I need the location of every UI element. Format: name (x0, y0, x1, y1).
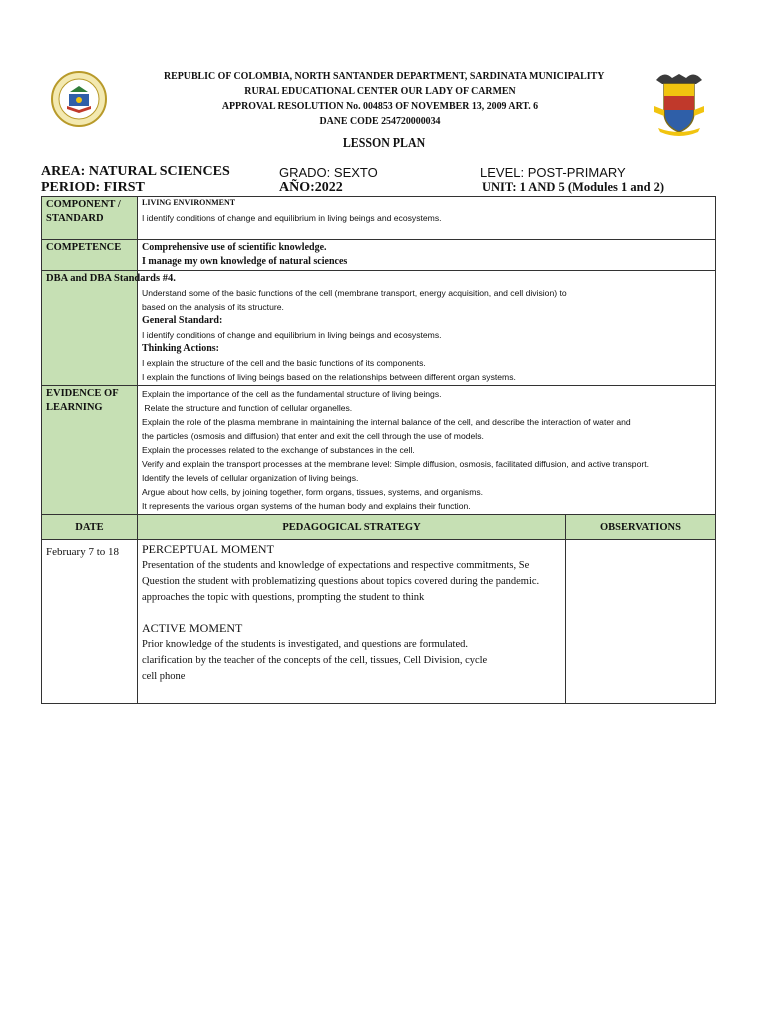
date-column-header: DATE (42, 515, 138, 540)
evidence-line-7: Identify the levels of cellular organization of living beings. (142, 473, 359, 483)
grade-label: GRADO: SEXTO (279, 165, 378, 180)
institution-header (164, 69, 605, 129)
thinking-action-2: I explain the functions of living beings based on the relationships between different organ systems. (142, 372, 516, 382)
component-label-cell (42, 197, 138, 240)
evidence-row (42, 386, 716, 515)
component-text: I identify conditions of change and equilibrium in living beings and ecosystems. (142, 213, 442, 223)
level-label: LEVEL: POST-PRIMARY (480, 165, 626, 180)
observations-column-header: OBSERVATIONS (566, 515, 716, 540)
header-line-school: RURAL EDUCATIONAL CENTER OUR LADY OF CARMEN (244, 85, 516, 97)
evidence-line-3: Explain the role of the plasma membrane in maintaining the internal balance of the cell, and describe the interaction of water and (142, 417, 631, 427)
perceptual-moment-title: PERCEPTUAL MOMENT (142, 542, 274, 556)
dba-line-2: based on the analysis of its structure. (142, 302, 284, 312)
thinking-action-1: I explain the structure of the cell and the basic functions of its components. (142, 358, 426, 368)
evidence-line-4: the particles (osmosis and diffusion) that enter and exit the cell through the use of models. (142, 431, 484, 441)
dba-content-cell (138, 271, 716, 386)
period-label: PERIOD: FIRST (41, 180, 145, 195)
general-standard-label: General Standard: (142, 315, 223, 326)
strategy-spacer (142, 606, 561, 620)
competence-line-1: Comprehensive use of scientific knowledge. (142, 242, 327, 253)
active-line-1: Prior knowledge of the students is investigated, and questions are formulated. (142, 639, 469, 650)
evidence-line-6: Verify and explain the transport processes at the membrane level: Simple diffusion, osmosis, facilitated diffusion, and active transport. (142, 459, 649, 469)
evidence-label: EVIDENCE OF LEARNING (46, 388, 119, 413)
unit-label: UNIT: 1 AND 5 (Modules 1 and 2) (482, 180, 665, 194)
active-line-2: clarification by the teacher of the concepts of the cell, tissues, Cell Division, cycle (142, 655, 488, 666)
perceptual-line-3: approaches the topic with questions, prompting the student to think (142, 592, 425, 603)
perceptual-line-2: Question the student with problematizing questions about topics covered during the pandemic. (142, 576, 540, 587)
evidence-line-8: Argue about how cells, by joining together, form organs, tissues, systems, and organisms. (142, 487, 484, 497)
table-row (42, 540, 716, 704)
competence-line-2: I manage my own knowledge of natural sciences (142, 256, 348, 267)
colombia-coat-of-arms-icon (650, 66, 708, 138)
component-row (42, 197, 716, 240)
thinking-actions-label: Thinking Actions: (142, 343, 219, 354)
date-cell (42, 540, 138, 704)
component-content-cell (138, 197, 716, 240)
evidence-line-5: Explain the processes related to the exchange of substances in the cell. (142, 445, 415, 455)
year-label: AÑO:2022 (279, 180, 343, 195)
header-line-resolution: APPROVAL RESOLUTION No. 004853 OF NOVEMBER 13, 2009 ART. 6 (221, 100, 539, 112)
evidence-content-cell (138, 386, 716, 515)
lesson-plan-table (41, 196, 716, 704)
perceptual-line-1: Presentation of the students and knowledge of expectations and respective commitments, Se (142, 560, 530, 571)
competence-label: COMPETENCE (46, 242, 122, 253)
header-line-dane: DANE CODE 254720000034 (319, 115, 441, 127)
dba-row (42, 271, 716, 386)
evidence-label-cell (42, 386, 138, 515)
dba-line-1: Understand some of the basic functions of the cell (membrane transport, energy acquisition, and cell division) to (142, 288, 567, 298)
table-header-row (42, 515, 716, 540)
page-title: LESSON PLAN (342, 136, 426, 151)
competence-content-cell (138, 240, 716, 271)
strategy-cell (138, 540, 566, 704)
observations-cell (566, 540, 716, 704)
evidence-line-9: It represents the various organ systems of the human body and explains their function. (142, 501, 471, 511)
component-label: COMPONENT / STANDARD (46, 199, 121, 224)
component-sublabel: LIVING ENVIRONMENT (142, 198, 236, 207)
general-standard-text: I identify conditions of change and equilibrium in living beings and ecosystems. (142, 330, 442, 340)
header-line-country: REPUBLIC OF COLOMBIA, NORTH SANTANDER DEPARTMENT, SARDINATA MUNICIPALITY (164, 70, 605, 82)
active-line-3: cell phone (142, 671, 186, 682)
evidence-line-1: Explain the importance of the cell as the fundamental structure of living beings. (142, 389, 442, 399)
active-moment-title: ACTIVE MOMENT (142, 621, 243, 635)
dba-label-cell (42, 271, 176, 386)
competence-label-cell (42, 240, 138, 271)
evidence-line-2: Relate the structure and function of cellular organelles. (142, 403, 353, 413)
competence-row (42, 240, 716, 271)
area-label: AREA: NATURAL SCIENCES (41, 164, 230, 179)
strategy-column-header: PEDAGOGICAL STRATEGY (138, 515, 566, 540)
school-crest-icon (50, 70, 108, 128)
date-value: February 7 to 18 (46, 546, 120, 558)
dba-label: DBA and DBA Standards #4. (46, 273, 176, 284)
